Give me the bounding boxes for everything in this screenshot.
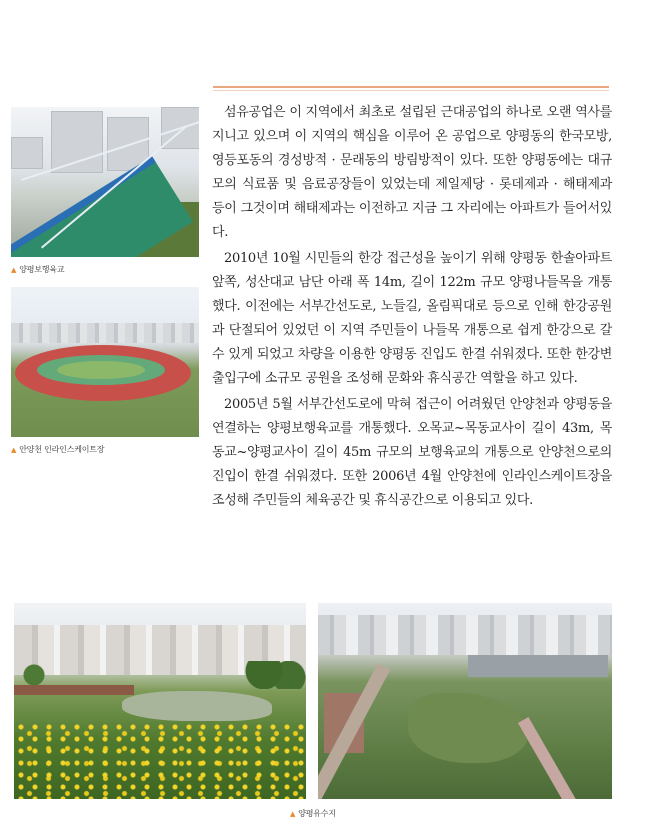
wooden-deck	[14, 685, 134, 695]
track-lawn	[57, 361, 145, 379]
yellow-iris-bed	[14, 721, 306, 799]
paragraph-1: 섬유공업은 이 지역에서 최초로 설립된 근대공업의 하나로 오랜 역사를 지니고 있으며 이 지역의 핵심을 이루어 온 공업으로 양평동의 한국모방, 영등포동의 경성방적 · 문래동의 방림방적이 있다. 또한 양평동에는 대규모의 식료품 및 음료공장들이 있었는데 제일제당 · 롯데제과 · 해태제과 등이 그것이며 해태제과는 이전하고 지금 그 자리에는 아파트가 들어서있다.	[212, 105, 612, 240]
city-skyline	[318, 615, 612, 655]
reservoir-caption: ▲ 양평유수지	[290, 809, 336, 818]
caption-marker-icon: ▲	[11, 446, 17, 454]
apartment-building	[51, 111, 103, 173]
paragraph-3: 2005년 5월 서부간선도로에 막혀 접근이 어려웠던 안양천과 양평동을 연결하는 양평보행육교를 개통했다. 오목교~목동교사이 길이 43m, 목동교~양평교사이 길이 45m 규모의 보행육교의 개통으로 안양천으로의 진입이 한결 쉬워졌다. 또한 2006년 4월 안양천에 인라인스케이트장을 조성해 주민들의 체육공간 및 휴식공간으로 이용되고 있다.	[212, 397, 612, 508]
header-rule-thin	[213, 90, 609, 91]
iris-garden-photo	[14, 603, 306, 799]
bridge-photo	[11, 107, 199, 257]
paragraph-2: 2010년 10월 시민들의 한강 접근성을 높이기 위해 양평동 한솔아파트 앞쪽, 성산대교 남단 아래 폭 14m, 길이 122m 규모 양평나들목을 개통했다. 이전에는 서부간선도로, 노들길, 올림픽대로 등으로 인해 한강공원과 단절되어 있었던 이 지역 주민들이 나들목 개통으로 쉽게 한강으로 갈 수 있게 되었고 차량을 이용한 양평동 진입도 한결 쉬워졌다. 또한 한강변 출입구에 소규모 공원을 조성해 문화와 휴식공간 역할을 하고 있다.	[212, 251, 612, 386]
skate-caption: ▲ 안양천 인라인스케이트장	[11, 445, 105, 454]
caption-marker-icon: ▲	[290, 810, 296, 818]
caption-marker-icon: ▲	[11, 266, 17, 274]
facility-roof	[468, 655, 608, 677]
article-body	[212, 101, 612, 515]
pond	[122, 691, 272, 721]
header-rule	[213, 86, 609, 88]
city-skyline	[11, 323, 199, 343]
bridge-caption: ▲ 양평보행육교	[11, 265, 65, 274]
apartment-building	[11, 137, 43, 169]
wetland-area	[408, 693, 528, 763]
skate-rink-photo	[11, 287, 199, 437]
reservoir-aerial-photo	[318, 603, 612, 799]
walkway	[518, 717, 583, 799]
